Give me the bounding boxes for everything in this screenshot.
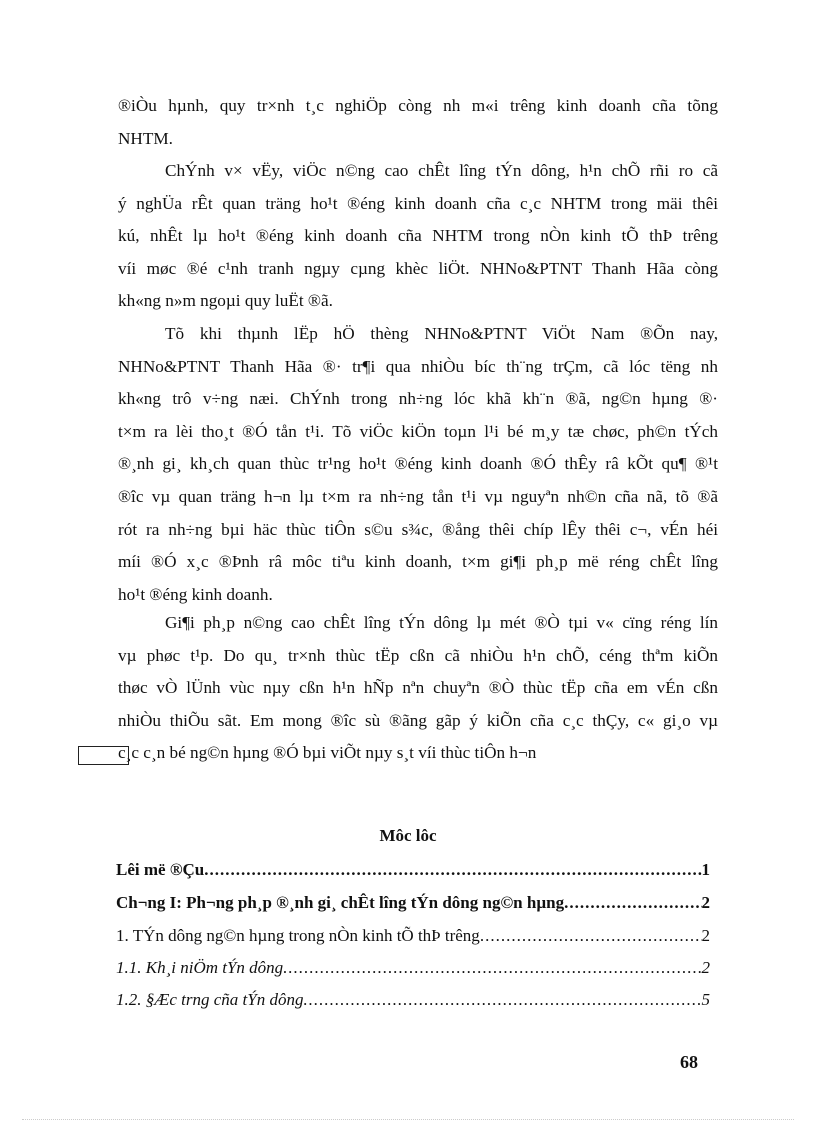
text-line: NHTM. bbox=[118, 128, 173, 148]
toc-leader-dots bbox=[480, 926, 702, 946]
toc-entry[interactable] bbox=[116, 926, 710, 946]
text-line: Gi¶i ph¸p n©ng cao chÊt lîng tÝn dông lµ mét ®Ò tµi v« cïng réng lín bbox=[165, 613, 718, 632]
text-line: Tõ khi thµnh lËp hÖ thèng NHNo&PTNT ViÖt Nam ®Õn nay, bbox=[165, 324, 718, 343]
toc-entry-page: 5 bbox=[701, 990, 710, 1009]
text-line: thøc vÒ lÜnh vùc nµy cßn h¹n hÑp nªn chuyªn ®Ò thùc tËp cña em vÉn cßn bbox=[118, 678, 718, 698]
text-line: NHNo&PTNT Thanh Hãa ®· tr¶i qua nhiÒu bíc th¨ng trÇm, cã lóc tëng nh bbox=[118, 356, 718, 376]
text-line: rót ra nh÷ng bµi häc thùc tiÔn s©u s¾c, ®ång thêi chíp lÊy thêi c¬, vÉn héi bbox=[118, 519, 718, 539]
paragraph-4 bbox=[118, 607, 718, 770]
toc-entry-page: 2 bbox=[701, 958, 710, 977]
toc-entry[interactable] bbox=[116, 990, 710, 1010]
text-line: ®¸nh gi¸ kh¸ch quan thùc tr¹ng ho¹t ®éng kinh doanh ®Ó thÊy râ kÕt qu¶ ®¹t bbox=[118, 454, 718, 474]
paragraph-1 bbox=[118, 90, 718, 155]
toc-entry-text: 1. TÝn dông ng©n hµng trong nÒn kinh tÕ thÞ trêng bbox=[116, 926, 480, 945]
text-line: kú, nhÊt lµ ho¹t ®éng kinh doanh cña NHTM trong nÒn kinh tÕ thÞ trêng bbox=[118, 226, 718, 246]
page-bottom-divider bbox=[22, 1119, 794, 1120]
text-line: vµ phøc t¹p. Do qu¸ tr×nh thùc tËp cßn cã nhiÒu h¹n chÕ, céng thªm kiÕn bbox=[118, 645, 718, 665]
text-line: ChÝnh v× vËy, viÖc n©ng cao chÊt lîng tÝn dông, h¹n chÕ rñi ro cã bbox=[165, 161, 718, 180]
toc-title: Môc lôc bbox=[379, 826, 437, 845]
toc-entry-page: 1 bbox=[701, 860, 710, 879]
toc-leader-dots bbox=[303, 990, 701, 1010]
text-line: kh«ng n»m ngoµi quy luËt ®ã. bbox=[118, 291, 333, 311]
toc-entry-text: Ch¬ng I: Ph¬ng ph¸p ®¸nh gi¸ chÊt lîng tÝn dông ng©n hµng bbox=[116, 893, 565, 912]
text-line: víi møc ®é c¹nh tranh ngµy cµng khèc liÖt. NHNo&PTNT Thanh Hãa còng bbox=[118, 258, 718, 278]
text-line: ®iÒu hµnh, quy tr×nh t¸c nghiÖp còng nh m«i trêng kinh doanh cña tõng bbox=[118, 96, 718, 115]
toc-entry-text: Lêi më ®Çu bbox=[116, 860, 205, 879]
text-line: ho¹t ®éng kinh doanh. bbox=[118, 584, 273, 604]
text-line: c¸c c¸n bé ng©n hµng ®Ó bµi viÕt nµy s¸t víi thùc tiÔn h¬n bbox=[118, 743, 537, 763]
text-line: ®îc vµ quan träng h¬n lµ t×m ra nh÷ng tån t¹i vµ nguyªn nh©n cña nã, tõ ®ã bbox=[118, 486, 718, 506]
toc-entry-page: 2 bbox=[701, 893, 710, 912]
text-line: nhiÒu thiÕu sãt. Em mong ®îc sù ®ãng gãp ý kiÕn cña c¸c thÇy, c« gi¸o vµ bbox=[118, 710, 718, 730]
page-number: 68 bbox=[680, 1052, 698, 1072]
text-line: míi ®Ó x¸c ®Þnh râ môc tiªu kinh doanh, t×m gi¶i ph¸p më réng chÊt lîng bbox=[118, 552, 718, 572]
toc-leader-dots bbox=[564, 893, 701, 913]
paragraph-2 bbox=[118, 155, 718, 318]
paragraph-3 bbox=[118, 318, 718, 611]
text-line: t×m ra lèi tho¸t ®Ó tån t¹i. Tõ viÖc kiÖn toµn l¹i bé m¸y tæ chøc, ph©n tÝch bbox=[118, 421, 718, 441]
toc-entry-text: 1.1. Kh¸i niÖm tÝn dông bbox=[116, 958, 284, 977]
empty-frame-box bbox=[78, 746, 129, 765]
toc-entry-text: 1.2. §Æc trng cña tÝn dông bbox=[116, 990, 304, 1009]
toc-leader-dots bbox=[204, 860, 701, 880]
toc-entry[interactable] bbox=[116, 958, 710, 978]
toc-leader-dots bbox=[283, 958, 701, 978]
text-line: kh«ng trô v÷ng næi. ChÝnh trong nh÷ng lóc khã kh¨n ®ã, ng©n hµng ®· bbox=[118, 389, 718, 409]
text-line: ý nghÜa rÊt quan träng ho¹t ®éng kinh doanh cña c¸c NHTM trong mäi thêi bbox=[118, 193, 718, 213]
toc-entry-page: 2 bbox=[701, 926, 710, 945]
toc-entry[interactable] bbox=[116, 860, 710, 880]
toc-entry[interactable] bbox=[116, 893, 710, 913]
